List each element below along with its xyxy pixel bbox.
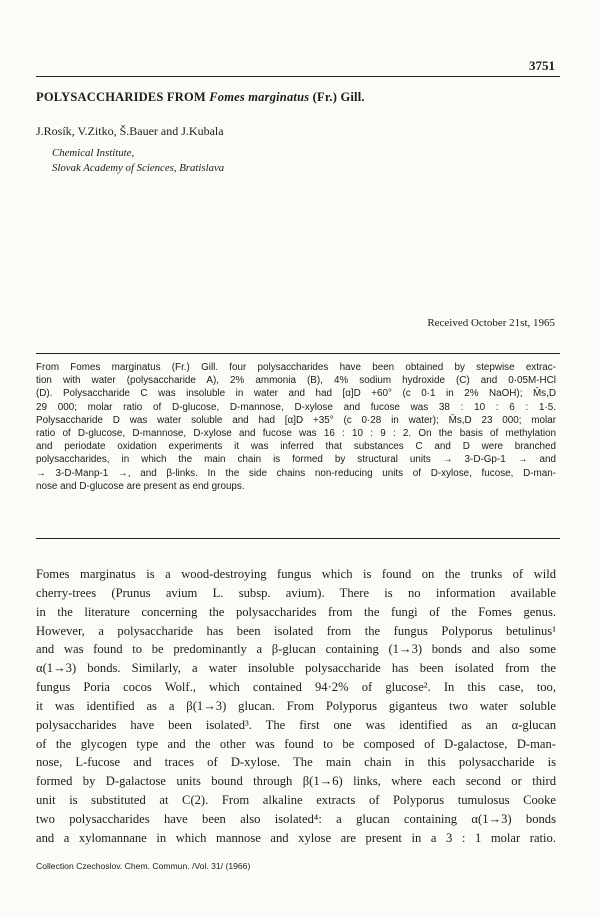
title-species: Fomes marginatus [209, 90, 310, 104]
body-line: nose, L-fucose and traces of D-xylose. The main chain in this polysaccharide is [36, 755, 556, 770]
abstract-line: From Fomes marginatus (Fr.) Gill. four polysaccharides have been obtained by stepwise extrac- [36, 362, 556, 373]
body-line: of the glycogen type and the other was found to be composed of D-galactose, D-man- [36, 736, 556, 751]
received-date: Received October 21st, 1965 [427, 317, 555, 329]
body-text [36, 565, 556, 848]
body-line: cherry-trees (Prunus avium L. subsp. avium). There is no information available [36, 585, 556, 600]
title-prefix: POLYSACCHARIDES FROM [36, 90, 210, 104]
body-line: polysaccharides have been isolated³. The first one was identified as an α-glucan [36, 717, 556, 732]
authors: J.Rosík, V.Zitko, Š.Bauer and J.Kubala [36, 124, 224, 138]
abstract-line: and periodate oxidation experiments it was inferred that substances C and D were branched [36, 441, 556, 453]
article-title [36, 90, 560, 105]
abstract-line: tion with water (polysaccharide A), 2% ammonia (B), 4% sodium hydroxide (C) and 0·05M-HCl [36, 375, 556, 387]
title-suffix: (Fr.) Gill. [309, 90, 365, 104]
abstract-line: 29 000; molar ratio of D-glucose, D-mannose, D-xylose and fucose was 38 : 10 : 6 : 1·5. [36, 401, 556, 413]
body-line: and was found to be predominantly a β-glucan containing (1→3) bonds and also some [36, 642, 556, 657]
abstract-line: polysaccharides, in which the main chain is formed by structural units → 3-D-Gp-1 → and [36, 454, 556, 466]
body-line: in the literature concerning the polysaccharides from the fungi of the Fomes genus. [36, 604, 556, 619]
body-line: it was identified as a β(1→3) glucan. From Polyporus giganteus two water soluble [36, 698, 556, 713]
body-line: and a xylomannane in which mannose and xylose are present in a 3 : 1 molar ratio. [36, 830, 556, 845]
abstract-line: → 3-D-Manp-1 →, and β-links. In the side chains non-reducing units of D-xylose, fucose, D-man- [36, 467, 556, 479]
affiliation-line-2: Slovak Academy of Sciences, Bratislava [52, 162, 225, 174]
body-line: formed by D-galactose units bound through β(1→6) links, where each second or third [36, 774, 556, 789]
body-line: Fomes marginatus is a wood-destroying fungus which is found on the trunks of wild [36, 567, 556, 581]
journal-footer: Collection Czechoslov. Chem. Commun. /Vol. 31/ (1966) [36, 861, 251, 871]
body-line: α(1→3) bonds. Similarly, a water insoluble polysaccharide has been isolated from the [36, 661, 556, 676]
header-rule [36, 76, 560, 77]
abstract-line: (D). Polysaccharide C was insoluble in water and had [α]D +60° (c 0·1 in 2% NaOH); M̄s,D [36, 388, 556, 400]
abstract-rule-top [36, 353, 560, 354]
body-line: two polysaccharides have been also isolated⁴: a glucan containing α(1→3) bonds [36, 811, 556, 826]
body-line: unit is substituted at C(2). From alkaline extracts of Polyporus tumulosus Cooke [36, 793, 556, 808]
abstract-rule-bottom [36, 538, 560, 539]
abstract [36, 361, 556, 493]
abstract-line: Polysaccharide D was water soluble and had [α]D +35° (c 0·28 in water); M̄s,D 23 000; molar [36, 414, 556, 426]
abstract-line: ratio of D-glucose, D-mannose, D-xylose and fucose was 16 : 10 : 9 : 2. On the basis of methylation [36, 428, 556, 440]
affiliation-line-1: Chemical Institute, [52, 147, 135, 159]
body-line: However, a polysaccharide has been isolated from the fungus Polyporus betulinus¹ [36, 623, 556, 638]
abstract-line: nose and D-glucose are present as end groups. [36, 480, 245, 492]
page-number: 3751 [529, 58, 555, 73]
body-line: fungus Poria cocos Wolf., which contained 94·2% of glucose². In this case, too, [36, 680, 556, 695]
